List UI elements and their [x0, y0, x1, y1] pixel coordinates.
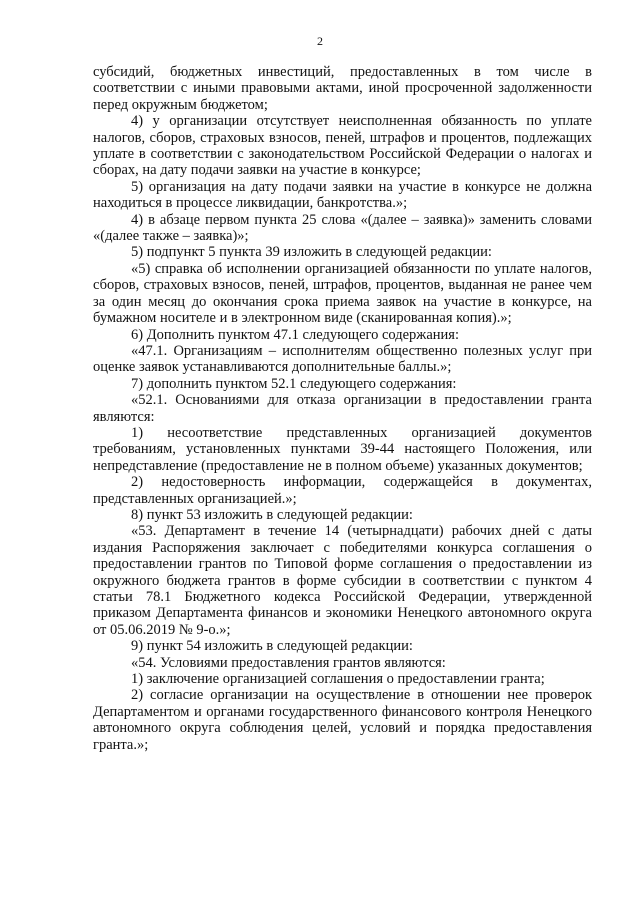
paragraph: субсидий, бюджетных инвестиций, предоставленных в том числе в соответствии с иными правовыми актами, иной просроченной задолженности перед окружным бюджетом; [93, 64, 592, 113]
paragraph: 9) пункт 54 изложить в следующей редакции: [131, 638, 413, 655]
paragraph: 2) согласие организации на осуществление в отношении нее проверок Департаментом и органами государственного финансового контроля Ненецкого автономного округа соблюдения целей, условий и порядка предоставления гранта.»; [93, 687, 592, 753]
paragraph: «52.1. Основаниями для отказа организации в предоставлении гранта являются: [93, 392, 592, 425]
paragraph: 6) Дополнить пунктом 47.1 следующего содержания: [131, 326, 459, 343]
paragraph: «53. Департамент в течение 14 (четырнадцати) рабочих дней с даты издания Распоряжения заключает с победителями конкурса соглашения о предоставлении грантов по Типовой форме соглашения о предоставлении из окружного бюджета грантов в форме субсидии в соответствии с пунктом 4 статьи 78.1 Бюджетного кодекса Российской Федерации, утвержденной приказом Департамента финансов и экономики Ненецкого автономного округа от 05.06.2019 № 9-о.»; [93, 523, 592, 638]
paragraph: 5) подпункт 5 пункта 39 изложить в следующей редакции: [131, 244, 492, 261]
paragraph: 2) недостоверность информации, содержащейся в документах, представленных организацией.»; [93, 474, 592, 507]
paragraph: 8) пункт 53 изложить в следующей редакции: [131, 506, 413, 523]
page-number: 2 [317, 34, 323, 48]
document-body [93, 64, 592, 753]
paragraph: 1) несоответствие представленных организацией документов требованиям, установленных пунктами 39-44 настоящего Положения, или непредставление (предоставление не в полном объеме) указанных документов; [93, 424, 592, 474]
paragraph: «47.1. Организациям – исполнителям общественно полезных услуг при оценке заявок устанавливаются дополнительные баллы.»; [93, 342, 592, 376]
paragraph: «5) справка об исполнении организацией обязанности по уплате налогов, сборов, страховых взносов, пеней, штрафов, процентов, выданная не ранее чем за один месяц до окончания срока приема заявок на участие в конкурсе, на бумажном носителе и в электронном виде (сканированная копия).»; [93, 260, 592, 327]
paragraph: 7) дополнить пунктом 52.1 следующего содержания: [131, 375, 457, 392]
paragraph: 4) у организации отсутствует неисполненная обязанность по уплате налогов, сборов, страховых взносов, пеней, штрафов и процентов, подлежащих уплате в соответствии с законодательством Российской Федерации о налогах и сборах, на дату подачи заявки на участие в конкурсе; [93, 113, 592, 179]
paragraph: «54. Условиями предоставления грантов являются: [131, 654, 446, 671]
paragraph: 1) заключение организацией соглашения о предоставлении гранта; [131, 671, 545, 688]
paragraph: 4) в абзаце первом пункта 25 слова «(далее – заявка)» заменить словами «(далее также – заявка)»; [93, 211, 592, 245]
paragraph: 5) организация на дату подачи заявки на участие в конкурсе не должна находиться в процессе ликвидации, банкротства.»; [93, 178, 592, 212]
